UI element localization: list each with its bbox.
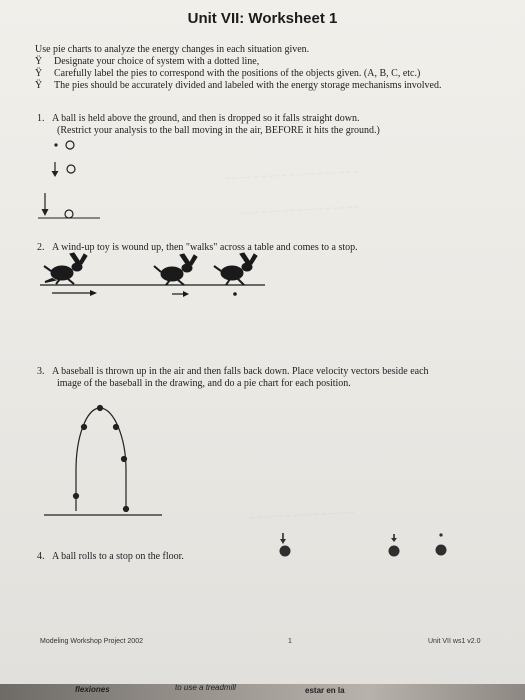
fig4-arrowhead-long-icon bbox=[280, 539, 286, 544]
question-number: 2. bbox=[37, 242, 45, 253]
fig1-arrowhead-low-icon bbox=[42, 209, 49, 216]
desk-text-left: flexiones bbox=[75, 685, 110, 694]
fig3-ball-right-mid-icon bbox=[122, 457, 127, 462]
question-text-cont: image of the baseball in the drawing, and do a pie chart for each position. bbox=[57, 377, 351, 389]
fig3-ball-left-upper-icon bbox=[82, 425, 87, 430]
question-text: A wind-up toy is wound up, then "walks" across a table and comes to a stop. bbox=[52, 242, 358, 253]
fig1-ball-top-icon bbox=[66, 141, 74, 149]
fig1-falling-ball bbox=[38, 141, 100, 218]
question-text: A baseball is thrown up in the air and then falls back down. Place velocity vectors beside each bbox=[52, 366, 429, 377]
fig2-stop-dot-icon bbox=[233, 292, 237, 296]
fig2-windup-toy bbox=[40, 253, 265, 297]
fig1-dot-icon bbox=[54, 143, 57, 146]
fig2-arrowhead-short-icon bbox=[183, 291, 189, 297]
bullet-icon: Ÿ bbox=[35, 68, 43, 79]
page-title: Unit VII: Worksheet 1 bbox=[187, 10, 338, 27]
question-text-cont: (Restrict your analysis to the ball moving in the air, BEFORE it hits the ground.) bbox=[57, 124, 380, 136]
fig2-arrowhead-long-icon bbox=[90, 290, 97, 296]
question-text: A ball rolls to a stop on the floor. bbox=[52, 551, 184, 562]
question-number: 3. bbox=[37, 366, 45, 377]
footer-page-number: 1 bbox=[288, 638, 292, 645]
fig4-ball-c-icon bbox=[436, 545, 447, 556]
question-text: A ball is held above the ground, and then is dropped so it falls straight down. bbox=[52, 113, 360, 124]
bleed-through-3: ~ ~ ~ ~ ~ ~ ~ ~ ~ ~ ~ ~ ~ ~ ~ bbox=[249, 507, 355, 523]
desk-text-right: estar en la bbox=[305, 686, 345, 695]
fig4-ball-b-icon bbox=[389, 546, 400, 557]
intro-text: Use pie charts to analyze the energy changes in each situation given. bbox=[35, 44, 310, 55]
bullet-icon: Ÿ bbox=[35, 56, 43, 67]
fig3-ball-top-icon bbox=[98, 406, 103, 411]
fig3-ball-right-low-icon bbox=[124, 507, 129, 512]
desk-text-center: to use a treadmill bbox=[175, 683, 236, 692]
fig1-ball-low-icon bbox=[65, 210, 73, 218]
fig1-ball-mid-icon bbox=[67, 165, 75, 173]
fig3-trajectory bbox=[76, 408, 126, 511]
footer-right: Unit VII ws1 v2.0 bbox=[428, 638, 481, 645]
instruction-item: Ÿ Carefully label the pies to correspond with the positions of the objects given. (A, B, C, etc.) bbox=[35, 68, 421, 79]
fig2-rabbit-mid-icon bbox=[154, 254, 197, 285]
bleed-through-1: ~ ~ ~ ~ ~ ~ ~ ~ ~ ~ ~ ~ ~ ~ ~ ~ ~ ~ ~ bbox=[224, 166, 359, 184]
fig1-arrowhead-mid-icon bbox=[52, 171, 59, 177]
instruction-item: Ÿ The pies should be accurately divided and labeled with the energy storage mechanisms involved. bbox=[35, 80, 442, 91]
fig4-stop-dot-icon bbox=[439, 533, 442, 536]
bleed-through-2: ~ ~ ~ ~ ~ ~ ~ ~ ~ ~ ~ ~ ~ ~ ~ ~ ~ bbox=[239, 201, 359, 219]
fig4-rolling-ball bbox=[280, 533, 447, 557]
footer-left: Modeling Workshop Project 2002 bbox=[40, 638, 143, 645]
fig2-rabbit-left-icon bbox=[44, 253, 87, 284]
fig3-baseball-arc bbox=[44, 406, 162, 516]
question-number: 1. bbox=[37, 113, 45, 124]
bullet-icon: Ÿ bbox=[35, 80, 43, 91]
fig2-rabbit-right-icon bbox=[214, 253, 257, 285]
fig4-arrowhead-short-icon bbox=[391, 538, 397, 542]
fig4-ball-a-icon bbox=[280, 546, 291, 557]
instruction-item: Ÿ Designate your choice of system with a dotted line, bbox=[35, 56, 260, 67]
question-number: 4. bbox=[37, 551, 45, 562]
fig3-ball-left-low-icon bbox=[74, 494, 79, 499]
fig3-ball-right-upper-icon bbox=[114, 425, 119, 430]
